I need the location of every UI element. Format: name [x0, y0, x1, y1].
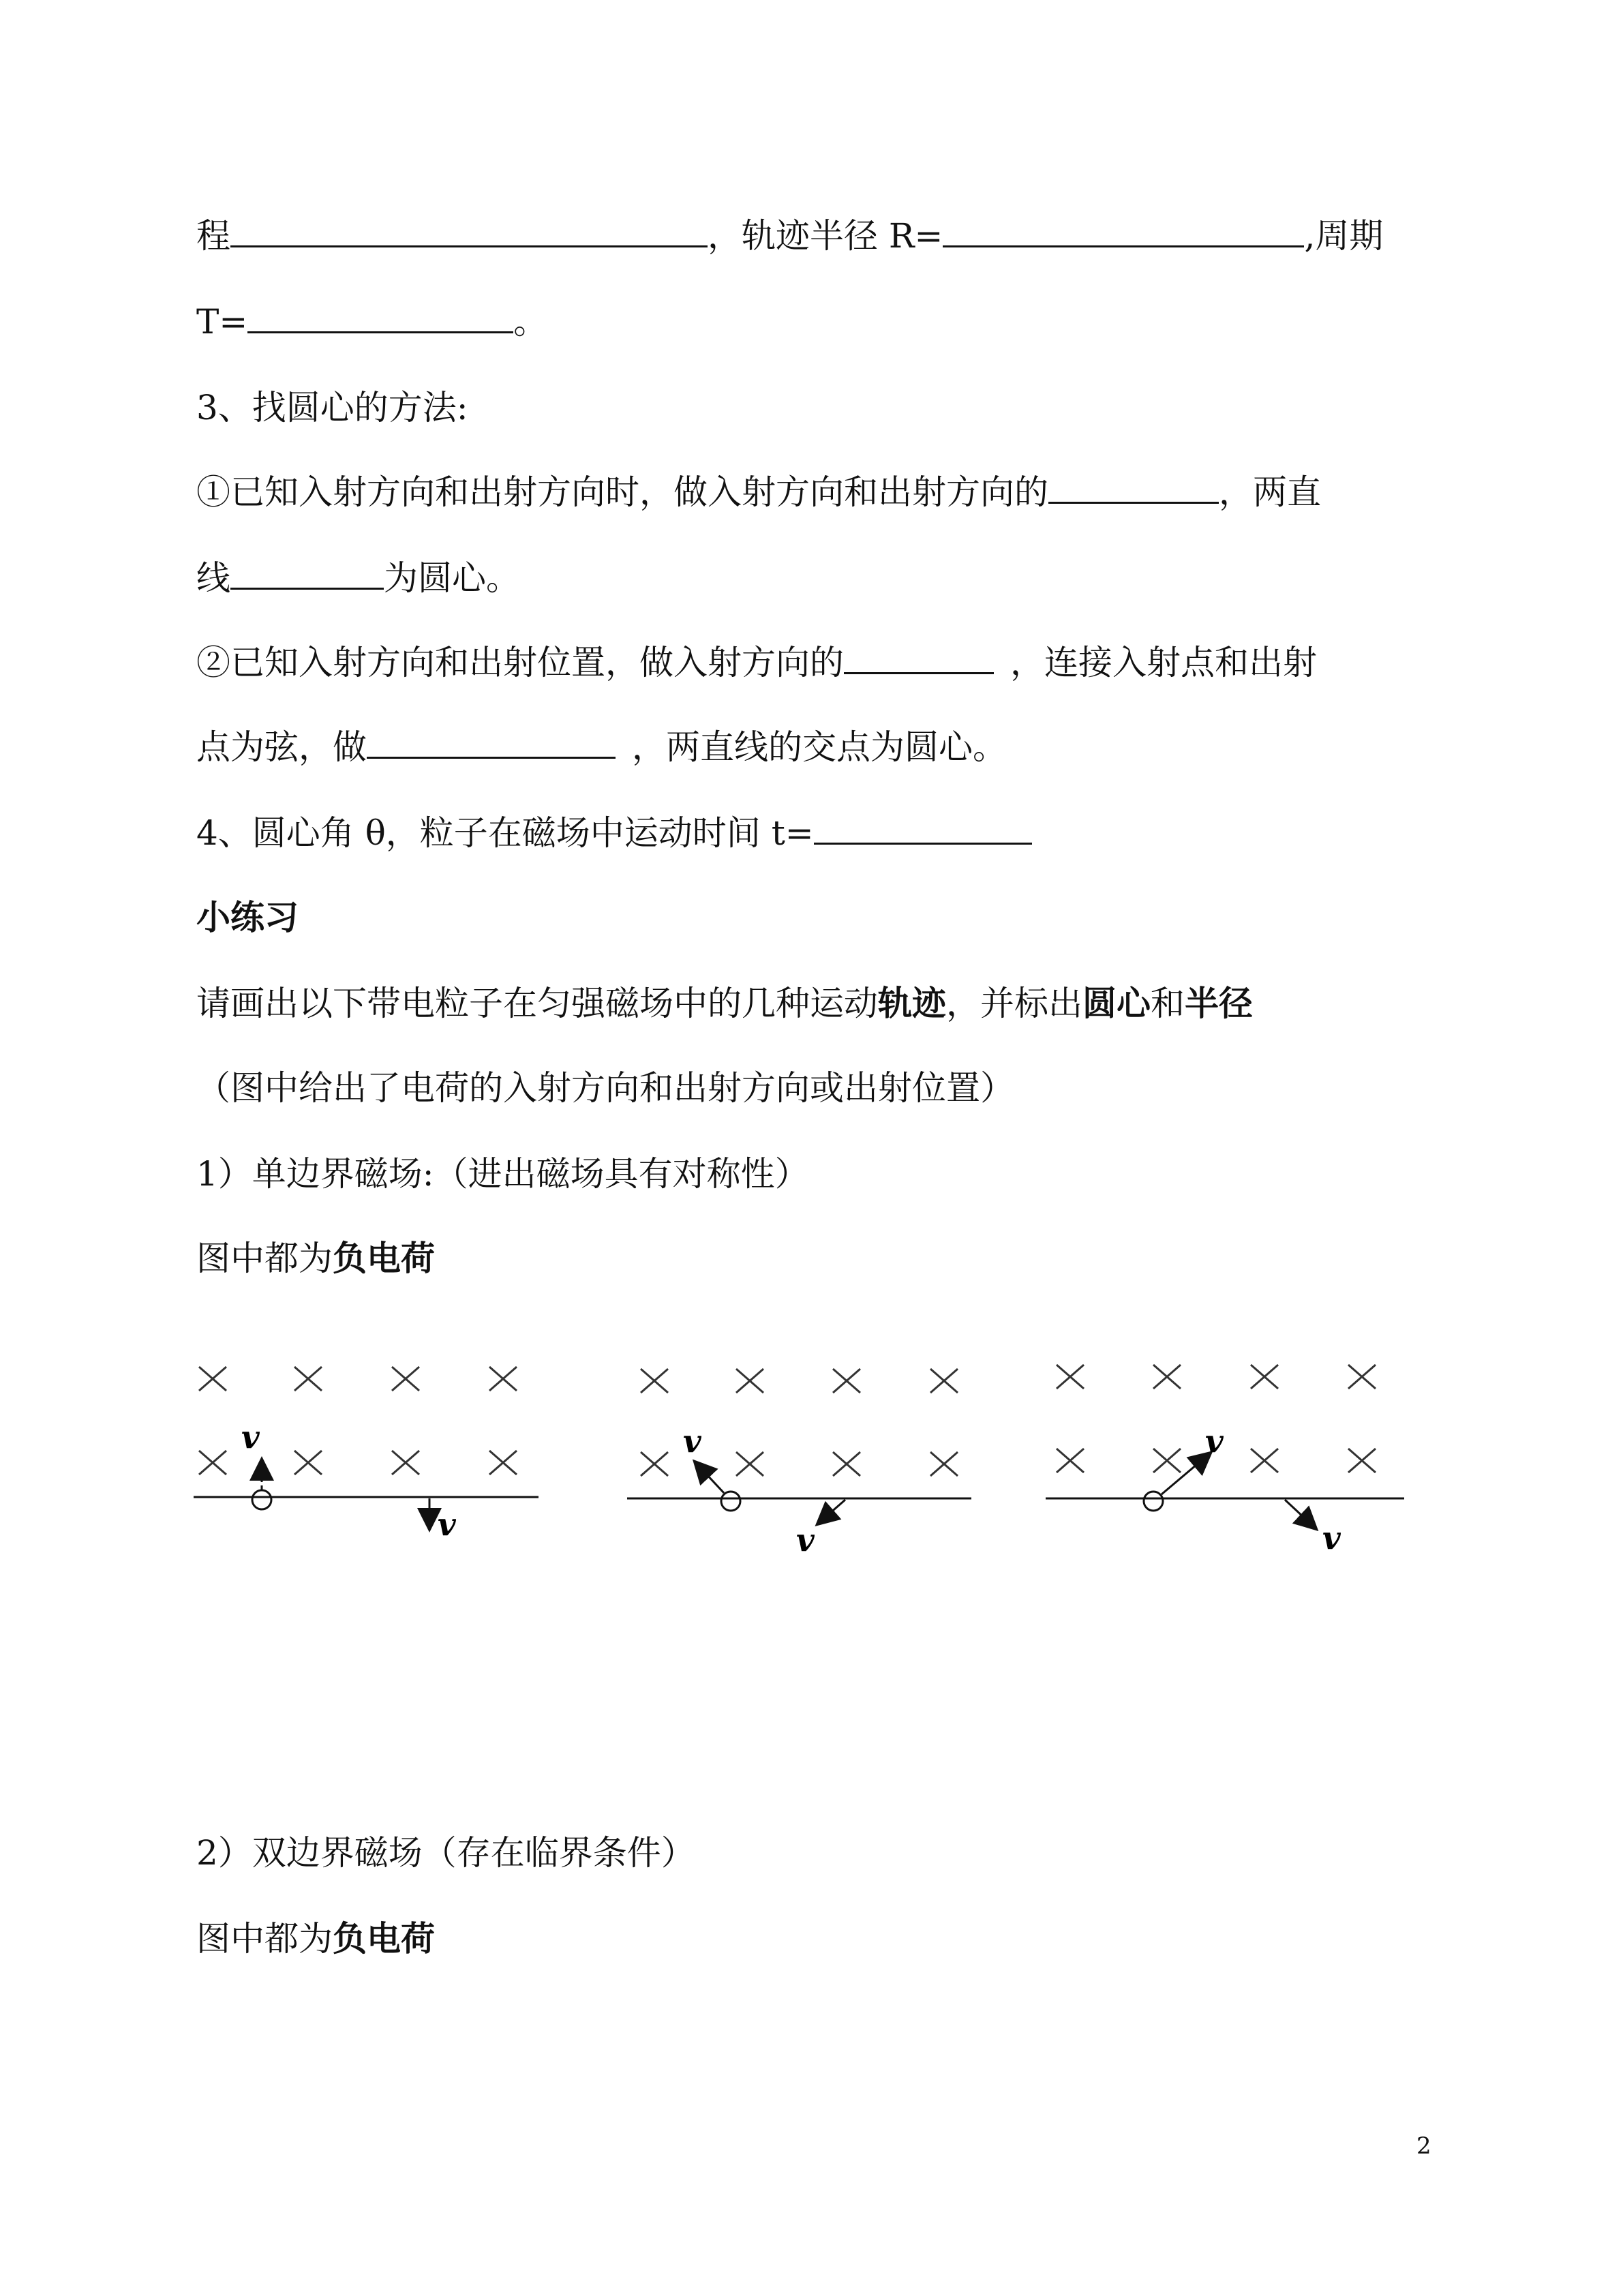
practice-note: （图中给出了电荷的入射方向和出射方向或出射位置） — [196, 1068, 1014, 1108]
instr-bold-radius: 半径 — [1185, 983, 1253, 1023]
charge-entry-point — [1144, 1492, 1163, 1511]
velocity-label-in: v — [241, 1419, 260, 1455]
incident-velocity-arrow — [695, 1462, 724, 1493]
practice-heading: 小练习 — [196, 897, 299, 937]
s2-charge-bold: 负电荷 — [333, 1918, 435, 1959]
velocity-label-in: v — [683, 1423, 701, 1460]
answer-blank-item2-perpendicular[interactable] — [844, 641, 994, 674]
velocity-label-in: v — [1205, 1423, 1224, 1460]
figure-single-boundary-2 — [620, 1350, 988, 1568]
velocity-label-out: v — [438, 1506, 456, 1543]
instr-text-c: ，并标出 — [946, 984, 1082, 1023]
answer-blank-intersection[interactable] — [230, 556, 384, 590]
answer-blank-period[interactable] — [247, 300, 513, 333]
instr-text-a: 请画出以下带电粒子在匀强磁场中的几种运动 — [196, 984, 878, 1023]
q2-period-suffix: 。 — [513, 302, 548, 342]
question-3-item-1-line-1 — [196, 470, 1321, 514]
question-3-item-1-line-2 — [196, 556, 520, 600]
q3-item1-line2-prefix: 线 — [196, 558, 230, 598]
s1-charge-bold: 负电荷 — [333, 1238, 435, 1278]
question-4 — [196, 811, 1032, 855]
practice-instructions — [196, 982, 1253, 1025]
charge-entry-point — [252, 1490, 271, 1509]
exit-velocity-arrow — [818, 1500, 845, 1524]
answer-blank-radius[interactable] — [943, 214, 1304, 247]
q3-item2-line2-prefix: 点为弦，做 — [196, 727, 367, 767]
question-3-item-2-line-2 — [196, 725, 1007, 769]
q2-radius-label: ，轨迹半径 R= — [708, 216, 943, 256]
q2-period-prefix: T= — [196, 302, 248, 342]
q3-item1-text: ①已知入射方向和出射方向时，做入射方向和出射方向的 — [196, 472, 1048, 512]
answer-blank-chord-bisector[interactable] — [367, 725, 616, 759]
instr-bold-trajectory: 轨迹 — [878, 983, 946, 1023]
figure-single-boundary-3 — [1036, 1350, 1418, 1568]
section-1-charge-note — [196, 1237, 435, 1280]
instr-text-d: 和 — [1151, 984, 1185, 1023]
answer-blank-time[interactable] — [814, 811, 1032, 845]
exit-velocity-arrow — [1285, 1500, 1316, 1528]
q3-item1-line2-suffix: 为圆心。 — [384, 558, 520, 598]
answer-blank-equation[interactable] — [230, 214, 708, 247]
q4-text: 4、圆心角 θ，粒子在磁场中运动时间 t= — [196, 813, 814, 853]
section-2-title: 2）双边界磁场（存在临界条件） — [196, 1833, 695, 1873]
instr-bold-center: 圆心 — [1082, 983, 1151, 1023]
section-1-title: 1）单边界磁场:（进出磁场具有对称性） — [196, 1154, 809, 1194]
q3-item2-tail: ，连接入射点和出射 — [1010, 643, 1317, 682]
q2-prefix: 程 — [196, 216, 230, 256]
charge-entry-point — [721, 1492, 740, 1511]
page-number: 2 — [1416, 2132, 1431, 2160]
question-2-line-1 — [196, 214, 1383, 258]
question-3-item-2-line-1 — [196, 641, 1317, 684]
answer-blank-perpendicular[interactable] — [1048, 470, 1219, 504]
velocity-label-out: v — [1322, 1520, 1341, 1556]
s2-charge-text: 图中都为 — [196, 1919, 333, 1959]
q3-item1-tail: ，两直 — [1219, 472, 1321, 512]
question-2-line-2 — [196, 300, 547, 344]
question-3-title: 3、找圆心的方法: — [196, 388, 468, 427]
figure-single-boundary-1 — [184, 1350, 552, 1568]
q3-item2-text: ②已知入射方向和出射位置，做入射方向的 — [196, 643, 844, 682]
section-2-charge-note — [196, 1917, 435, 1961]
s1-charge-text: 图中都为 — [196, 1239, 333, 1278]
q2-period-label: ,周期 — [1304, 216, 1384, 256]
velocity-label-out: v — [796, 1522, 815, 1558]
q3-item2-line2-suffix: ，两直线的交点为圆心。 — [632, 727, 1007, 767]
